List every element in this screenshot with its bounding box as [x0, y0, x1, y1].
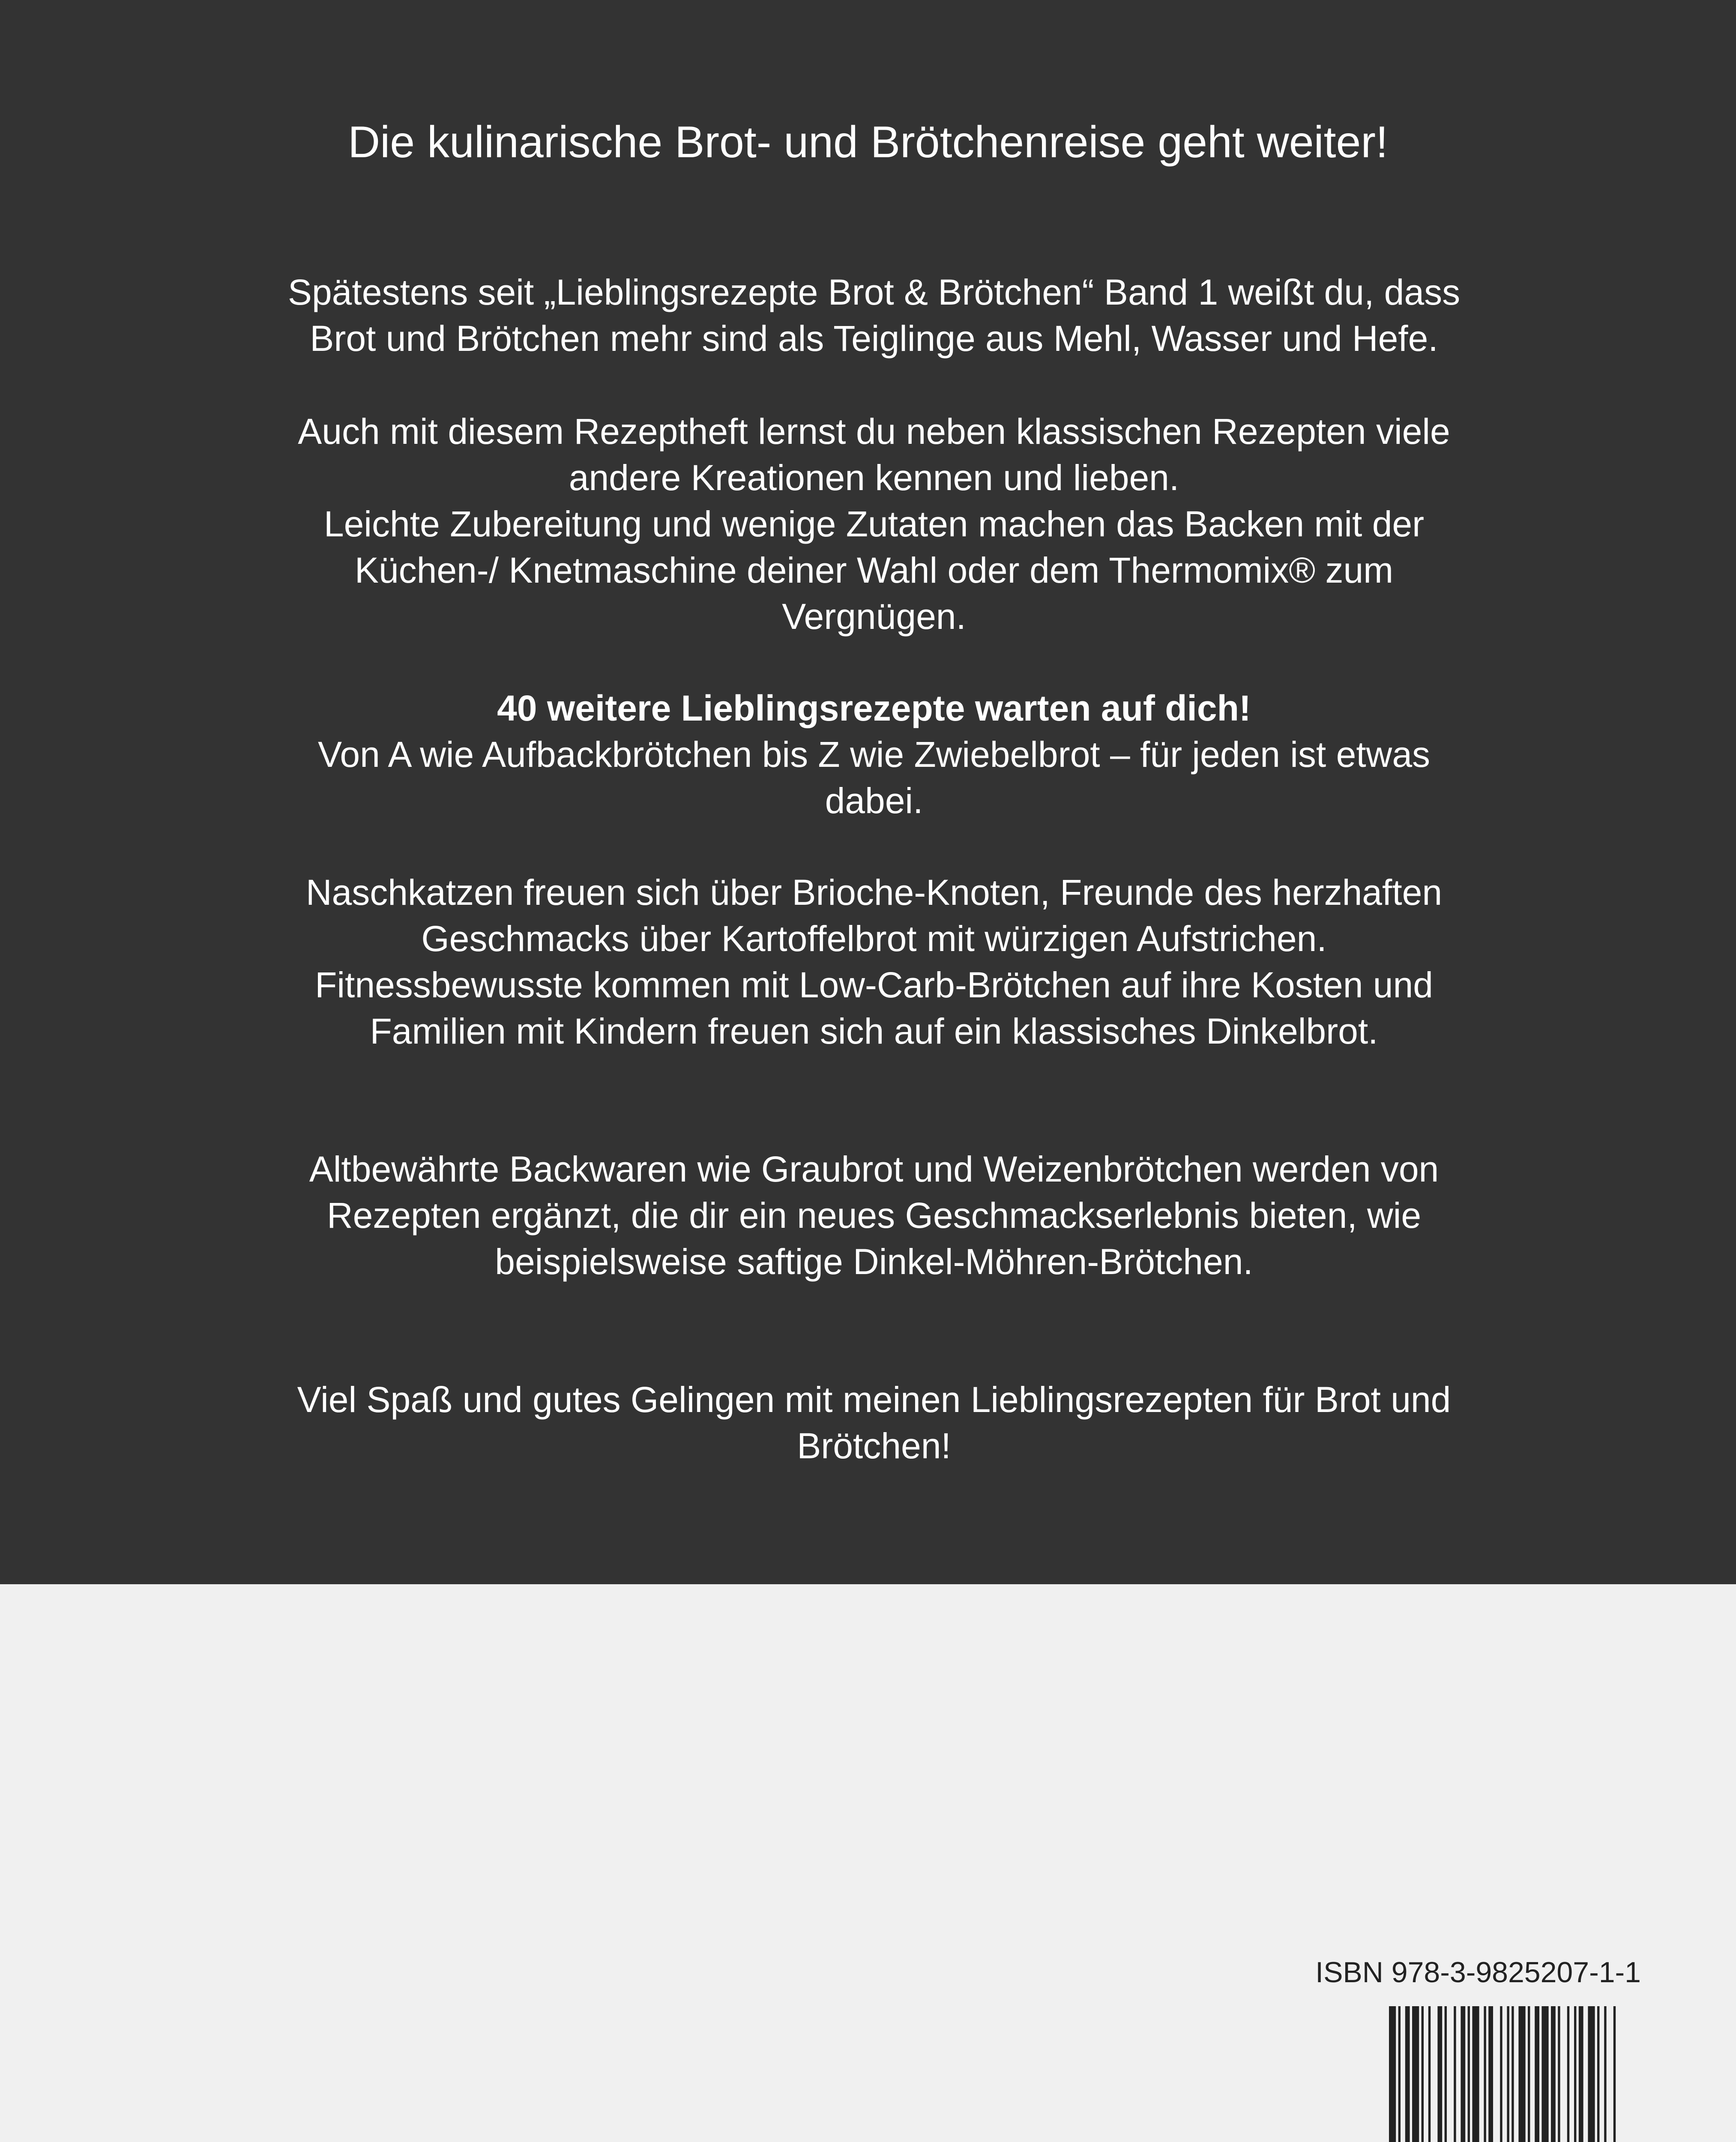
headline: Die kulinarische Brot- und Brötchenreise geht weiter!: [348, 117, 1388, 167]
text-line: Geschmacks über Kartoffelbrot mit würzigen Aufstrichen.: [421, 918, 1327, 959]
text-line: andere Kreationen kennen und lieben.: [569, 458, 1179, 498]
text-line: Rezepten ergänzt, die dir ein neues Geschmackserlebnis bieten, wie: [326, 1195, 1422, 1236]
barcode-bar: [1412, 2006, 1419, 2142]
barcode-bar: [1398, 2006, 1401, 2142]
text-line: Küchen-/ Knetmaschine deiner Wahl oder dem Thermomix® zum: [354, 550, 1394, 590]
paragraph-audiences: [107, 869, 1641, 1054]
barcode-bar: [1574, 2006, 1576, 2142]
text-line: Vergnügen.: [782, 596, 966, 637]
text-line: beispielsweise saftige Dinkel-Möhren-Brötchen.: [495, 1242, 1253, 1282]
text-line: Leichte Zubereitung und wenige Zutaten machen das Backen mit der: [323, 504, 1425, 544]
barcode-bar: [1484, 2006, 1486, 2142]
paragraph-highlight: [107, 685, 1641, 824]
text-line: Fitnessbewusste kommen mit Low-Carb-Brötchen auf ihre Kosten und: [315, 965, 1433, 1005]
barcode-bar: [1468, 2006, 1470, 2142]
barcode-bar: [1454, 2006, 1456, 2142]
barcode-bar: [1389, 2006, 1396, 2142]
text-line: Altbewährte Backwaren wie Graubrot und Weizenbrötchen werden von: [309, 1149, 1439, 1189]
barcode-bar: [1535, 2006, 1539, 2142]
barcode-bar: [1461, 2006, 1465, 2142]
barcode-bar: [1567, 2006, 1569, 2142]
text-line: Brot und Brötchen mehr sind als Teiglinge aus Mehl, Wasser und Hefe.: [310, 318, 1438, 359]
text-line: Viel Spaß und gutes Gelingen mit meinen Lieblingsrezepten für Brot und: [297, 1379, 1451, 1420]
barcode-bar: [1445, 2006, 1447, 2142]
barcode-bar: [1528, 2006, 1530, 2142]
barcode-bar: [1613, 2006, 1616, 2142]
text-line: Naschkatzen freuen sich über Brioche-Knoten, Freunde des herzhaften: [305, 872, 1443, 912]
barcode-bar: [1558, 2006, 1560, 2142]
paragraph-intro: [107, 269, 1641, 362]
highlight-line: 40 weitere Lieblingsrezepte warten auf dich!: [497, 688, 1251, 728]
paragraph-recipes: [107, 408, 1641, 640]
barcode-bar: [1597, 2006, 1599, 2142]
barcode-bar: [1512, 2006, 1514, 2142]
barcode-bar: [1422, 2006, 1424, 2142]
barcode-bar: [1428, 2006, 1431, 2142]
barcode-bar: [1405, 2006, 1410, 2142]
barcode-bar: [1488, 2006, 1493, 2142]
text-line: Brötchen!: [797, 1426, 951, 1466]
barcode-bar: [1500, 2006, 1502, 2142]
text-line: Familien mit Kindern freuen sich auf ein klassisches Dinkelbrot.: [370, 1011, 1378, 1051]
barcode-bar: [1518, 2006, 1525, 2142]
barcode-bar: [1437, 2006, 1442, 2142]
barcode-image: [1384, 2006, 1649, 2142]
isbn-label: ISBN 978-3-9825207-1-1: [1315, 1956, 1641, 1989]
barcode-bar: [1551, 2006, 1556, 2142]
text-line: Auch mit diesem Rezeptheft lernst du neben klassischen Rezepten viele: [298, 411, 1450, 452]
barcode-bar: [1588, 2006, 1595, 2142]
barcode-bar: [1541, 2006, 1548, 2142]
text-line: Von A wie Aufbackbrötchen bis Z wie Zwiebelbrot – für jeden ist etwas: [317, 734, 1431, 775]
paragraph-classics: [107, 1146, 1641, 1285]
barcode-bar: [1507, 2006, 1509, 2142]
text-line: dabei.: [825, 781, 923, 821]
text-line: Spätestens seit „Lieblingsrezepte Brot & Brötchen“ Band 1 weißt du, dass: [287, 272, 1461, 312]
barcode-bar: [1604, 2006, 1606, 2142]
barcode-bar: [1472, 2006, 1479, 2142]
barcode-bar: [1579, 2006, 1583, 2142]
paragraph-closing: [107, 1376, 1641, 1469]
